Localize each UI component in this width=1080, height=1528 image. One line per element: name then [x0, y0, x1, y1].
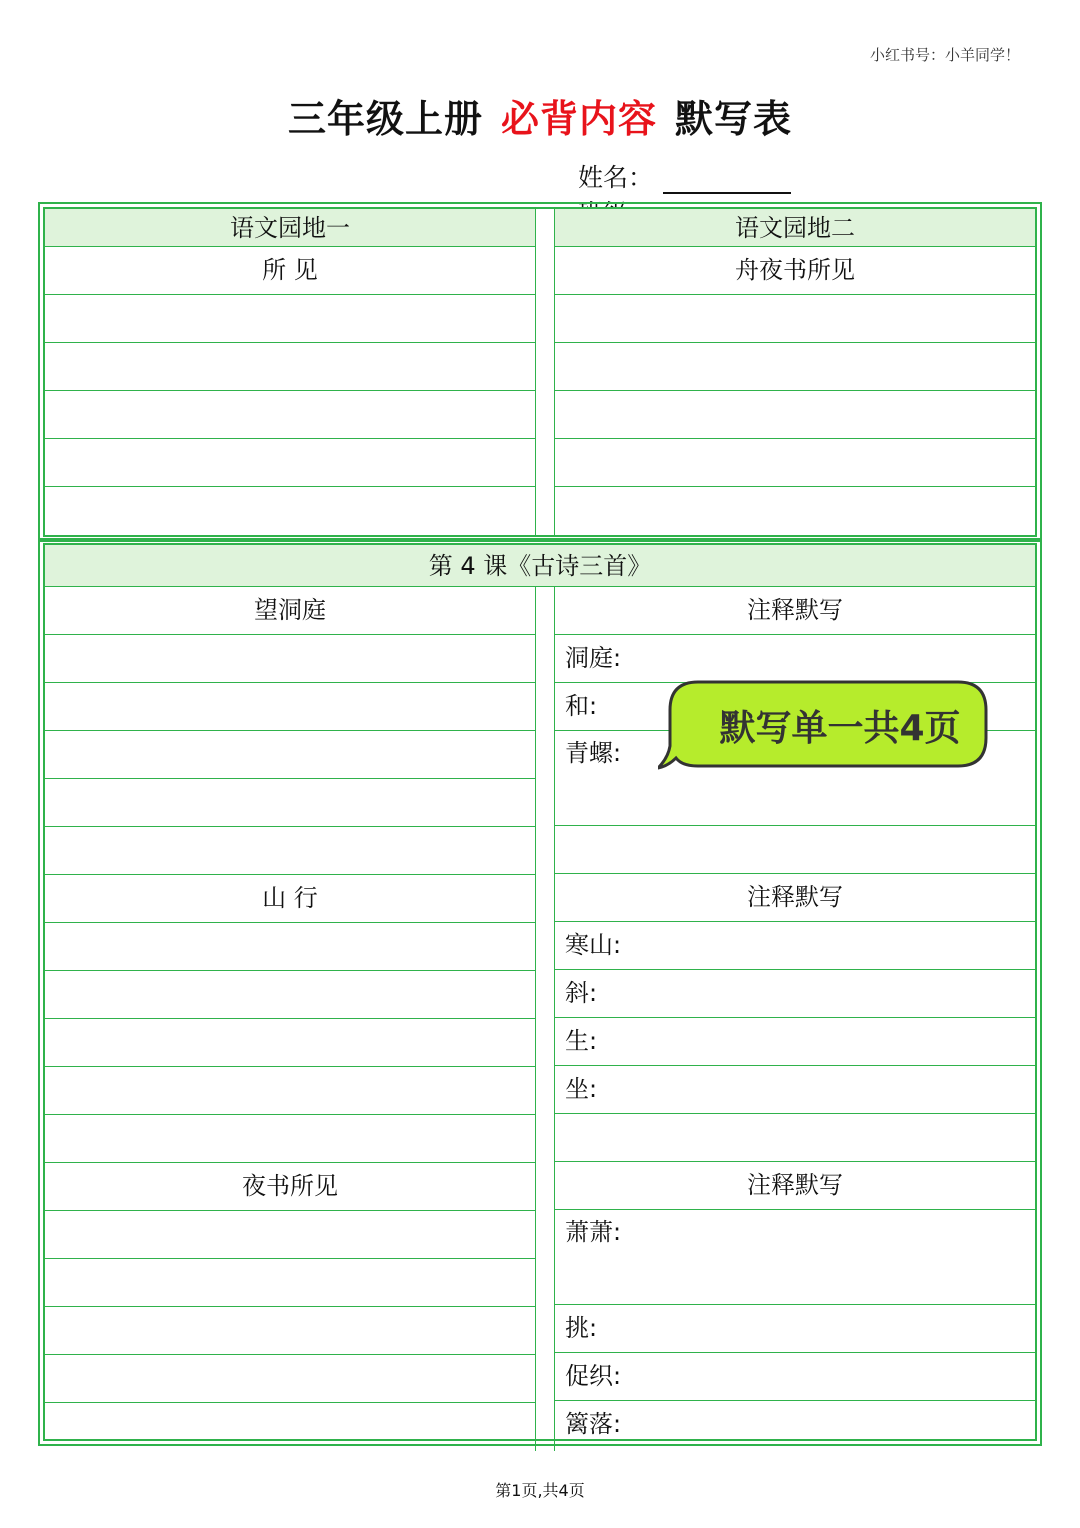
section2-left-column [45, 587, 535, 1451]
writing-line[interactable] [555, 439, 1035, 487]
writing-line[interactable] [45, 827, 535, 875]
note-field-dongting[interactable]: 洞庭: [555, 635, 1035, 683]
section2-frame [38, 538, 1042, 1446]
writing-line[interactable] [45, 391, 535, 439]
note-header-2: 注释默写 [555, 874, 1035, 922]
writing-line[interactable] [555, 487, 1035, 535]
column-separator [535, 587, 555, 1451]
writing-line[interactable] [555, 391, 1035, 439]
writing-line[interactable] [45, 1115, 535, 1163]
note-field-cuzhi[interactable]: 促织: [555, 1353, 1035, 1401]
writing-line[interactable] [555, 1114, 1035, 1162]
page-count-badge [658, 680, 988, 770]
writing-line[interactable] [45, 1403, 535, 1451]
note-header-3: 注释默写 [555, 1162, 1035, 1210]
note-field-zuo[interactable]: 坐: [555, 1066, 1035, 1114]
note-field-he[interactable]: 和: [555, 683, 1035, 731]
section1-right-header: 语文园地二 [555, 209, 1035, 247]
writing-line[interactable] [555, 295, 1035, 343]
section1-left-column [45, 209, 535, 535]
writing-line[interactable] [45, 1067, 535, 1115]
writing-line[interactable] [45, 635, 535, 683]
writing-line[interactable] [45, 1355, 535, 1403]
writing-line[interactable] [555, 343, 1035, 391]
poem-title-yeshusuojian: 夜书所见 [45, 1163, 535, 1211]
column-separator [535, 209, 555, 535]
note-field-hanshan[interactable]: 寒山: [555, 922, 1035, 970]
page-title [0, 88, 1080, 143]
poem-title-zhouye: 舟夜书所见 [555, 247, 1035, 295]
note-field-qingluo[interactable]: 青螺: [555, 731, 1035, 826]
section1-left-header: 语文园地一 [45, 209, 535, 247]
writing-line[interactable] [45, 923, 535, 971]
title-part3: 默写表 [675, 97, 793, 141]
writing-line[interactable] [45, 1259, 535, 1307]
writing-line[interactable] [45, 731, 535, 779]
note-field-sheng[interactable]: 生: [555, 1018, 1035, 1066]
name-field[interactable] [578, 158, 791, 194]
writing-line[interactable] [45, 295, 535, 343]
note-field-xiaoxiao[interactable]: 萧萧: [555, 1210, 1035, 1305]
writing-line[interactable] [45, 343, 535, 391]
note-header-1: 注释默写 [555, 587, 1035, 635]
writing-line[interactable] [45, 439, 535, 487]
writing-line[interactable] [45, 1211, 535, 1259]
poem-title-suojian: 所 见 [45, 247, 535, 295]
writing-line[interactable] [45, 1307, 535, 1355]
name-blank[interactable] [663, 166, 791, 194]
poem-title-wangdongting: 望洞庭 [45, 587, 535, 635]
writing-line[interactable] [45, 487, 535, 535]
section1-frame [38, 202, 1042, 542]
title-part1: 三年级上册 [287, 97, 483, 141]
page-footer: 第1页,共4页 [495, 1481, 585, 1500]
title-part2: 必背内容 [500, 97, 657, 141]
writing-line[interactable] [45, 779, 535, 827]
writing-line[interactable] [45, 683, 535, 731]
writing-line[interactable] [45, 1019, 535, 1067]
note-field-xie[interactable]: 斜: [555, 970, 1035, 1018]
writing-line[interactable] [555, 826, 1035, 874]
badge-text: 默写单一共4页 [719, 708, 961, 749]
note-field-liluo[interactable]: 篱落: [565, 1410, 622, 1438]
name-label: 姓名： [578, 163, 654, 192]
watermark: 小红书号：小羊同学！ [869, 46, 1020, 64]
note-field-tiao[interactable]: 挑: [555, 1305, 1035, 1353]
section1-right-column [555, 209, 1035, 535]
section2-header: 第 4 课《古诗三首》 [45, 545, 1035, 587]
writing-line[interactable] [45, 971, 535, 1019]
poem-title-shanxing: 山 行 [45, 875, 535, 923]
